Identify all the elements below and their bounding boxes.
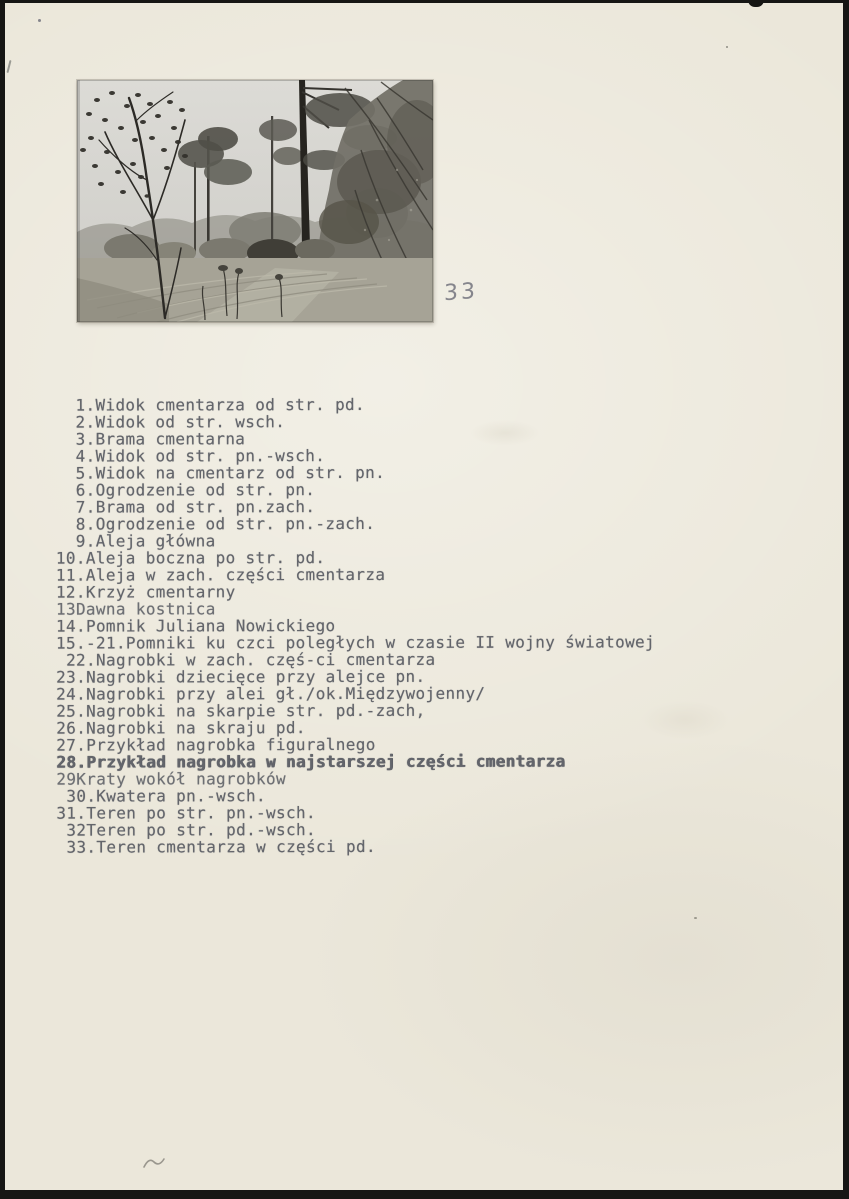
caption-line: 11.Aleja w zach. części cmentarza	[55, 564, 386, 585]
caption-line: 30.Kwatera pn.-wsch.	[56, 786, 267, 806]
caption-line: 28.Przykład nagrobka w najstarszej części cmentarza	[56, 751, 566, 772]
caption-line: 27.Przykład nagrobka figuralnego	[56, 734, 376, 755]
caption-line: 2.Widok od str. wsch.	[55, 412, 286, 432]
caption-line: 5.Widok na cmentarz od str. pn.	[55, 462, 386, 483]
pencil-squiggle-bottom	[142, 1153, 166, 1171]
caption-line: 12.Krzyż cmentarny	[55, 582, 236, 602]
caption-line: 3.Brama cmentarna	[55, 429, 246, 449]
caption-line: 26.Nagrobki na skraju pd.	[56, 718, 306, 738]
caption-line: 13Dawna kostnica	[55, 599, 216, 619]
pencil-speck-top-right	[726, 46, 728, 48]
scan-border-blemish	[748, 0, 764, 7]
caption-line: 14.Pomnik Juliana Nowickiego	[55, 616, 336, 636]
caption-line: 22.Nagrobki w zach. częś-ci cmentarza	[56, 649, 436, 670]
pencil-speck-middle	[694, 917, 697, 919]
photo-number-label: 33	[444, 278, 478, 307]
caption-line: 4.Widok od str. pn.-wsch.	[55, 446, 326, 466]
pencil-stroke-left-edge	[6, 60, 11, 73]
caption-line: 25.Nagrobki na skarpie str. pd.-zach,	[56, 700, 426, 721]
caption-line: 15.-21.Pomniki ku czci poległych w czasie II wojny światowej	[56, 632, 656, 653]
caption-line: 1.Widok cmentarza od str. pd.	[55, 394, 366, 415]
caption-line: 6.Ogrodzenie od str. pn.	[55, 480, 316, 500]
caption-line: 7.Brama od str. pn.zach.	[55, 497, 316, 517]
scan-border-top	[0, 0, 849, 3]
caption-line: 29Kraty wokół nagrobków	[56, 769, 286, 789]
caption-line: 10.Aleja boczna po str. pd.	[55, 548, 326, 568]
caption-line: 31.Teren po str. pn.-wsch.	[56, 803, 316, 823]
caption-line: 9.Aleja główna	[55, 531, 216, 551]
scan-border-right	[843, 0, 849, 1199]
cemetery-photograph	[77, 80, 433, 322]
cemetery-photograph-image	[77, 80, 433, 322]
caption-line: 33.Teren cmentarza w części pd.	[56, 836, 376, 857]
caption-line: 23.Nagrobki dziecięce przy alejce pn.	[56, 666, 426, 687]
caption-list	[56, 395, 656, 855]
scan-border-left	[0, 0, 5, 1199]
caption-line: 24.Nagrobki przy alei gł./ok.Międzywojenny/	[56, 683, 486, 704]
scan-border-bottom	[0, 1190, 849, 1199]
pencil-speck-top-left	[38, 19, 41, 22]
caption-line: 8.Ogrodzenie od str. pn.-zach.	[55, 513, 376, 534]
caption-line: 32Teren po str. pd.-wsch.	[56, 820, 317, 840]
